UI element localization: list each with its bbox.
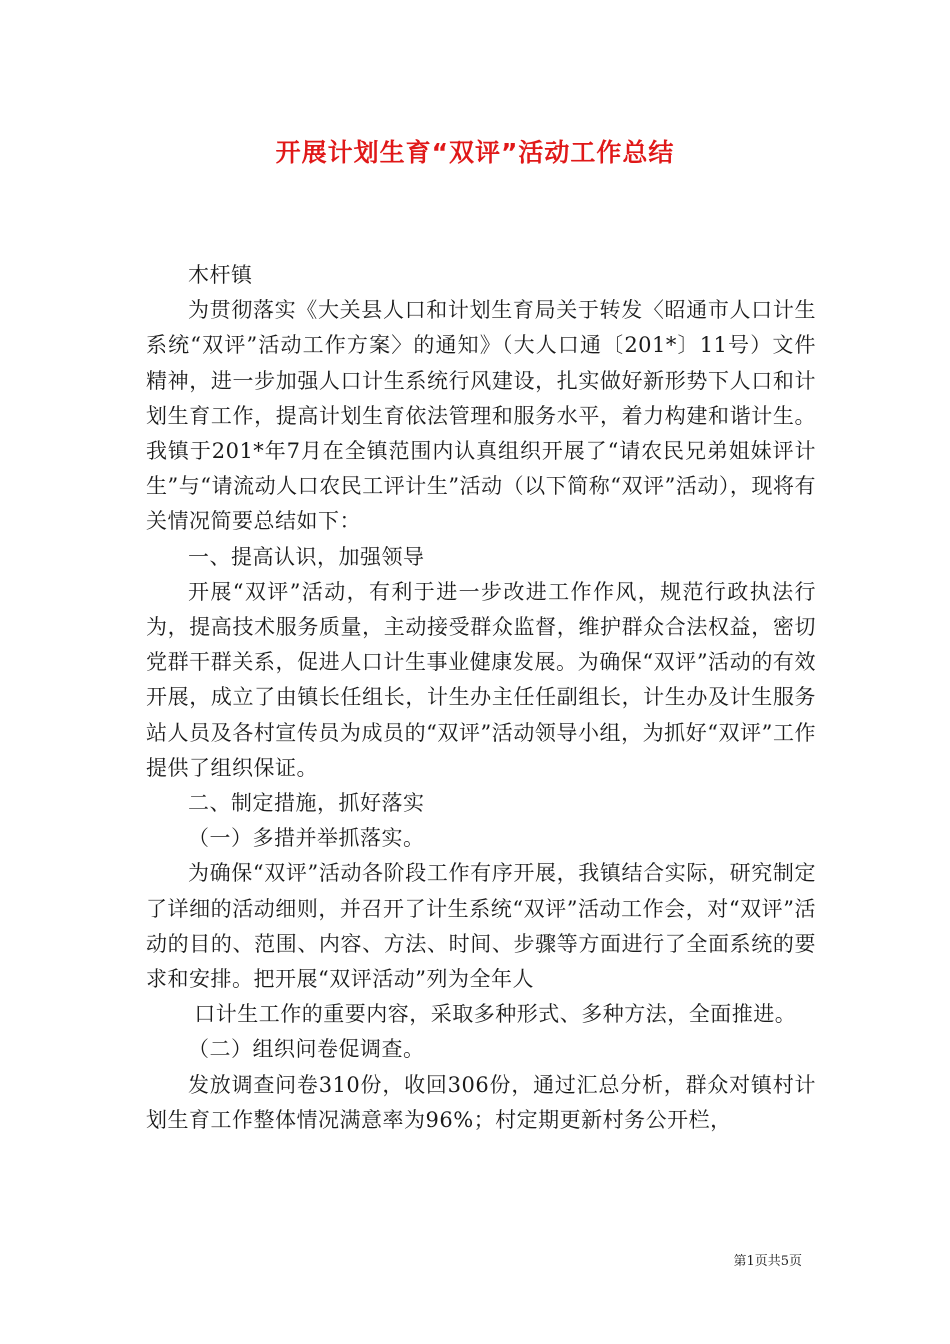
subsection-heading-1: （一）多措并举抓落实。 bbox=[188, 826, 425, 851]
paragraph-intro: 为贯彻落实《大关县人口和计划生育局关于转发〈昭通市人口计生系统“双评”活动工作方案〉的通知》（大人口通〔201*〕11号）文件精神，进一步加强人口计生系统行风建设，扎实做好新形势下人口和计划生育工作，提高计划生育依法管理和服务水平，着力构建和谐计生。我镇于201*年7月在全镇范围内认真组织开展了“请农民兄弟姐妹评计生”与“请流动人口农民工评计生”活动（以下简称“双评”活动），现将有关情况简要总结如下： bbox=[146, 298, 816, 534]
paragraph-subsection-2: 发放调查问卷310份，收回306份，通过汇总分析，群众对镇村计划生育工作整体情况满意率为96%；村定期更新村务公开栏， bbox=[146, 1072, 816, 1132]
document-title: 开展计划生育“双评”活动工作总结 bbox=[275, 138, 675, 167]
author-line: 木杆镇 bbox=[188, 263, 253, 287]
paragraph-subsection-1-cont: 口计生工作的重要内容，采取多种形式、多种方法，全面推进。 bbox=[194, 1002, 797, 1027]
paragraph-subsection-1: 为确保“双评”活动各阶段工作有序开展，我镇结合实际，研究制定了详细的活动细则，并召开了计生系统“双评”活动工作会，对“双评”活动的目的、范围、内容、方法、时间、步骤等方面进行了全面系统的要求和安排。把开展“双评活动”列为全年人 bbox=[146, 861, 816, 992]
page-number: 第1页共5页 bbox=[733, 1254, 802, 1269]
section-heading-2: 二、制定措施，抓好落实 bbox=[188, 791, 425, 816]
document-body bbox=[146, 258, 816, 1138]
paragraph-section-1: 开展“双评”活动，有利于进一步改进工作作风，规范行政执法行为，提高技术服务质量，主动接受群众监督，维护群众合法权益，密切党群干群关系，促进人口计生事业健康发展。为确保“双评”活动的有效开展，成立了由镇长任组长，计生办主任任副组长，计生办及计生服务站人员及各村宣传员为成员的“双评”活动领导小组，为抓好“双评”工作提供了组织保证。 bbox=[146, 579, 816, 780]
subsection-heading-2: （二）组织问卷促调查。 bbox=[188, 1037, 425, 1062]
section-heading-1: 一、提高认识，加强领导 bbox=[188, 544, 425, 569]
